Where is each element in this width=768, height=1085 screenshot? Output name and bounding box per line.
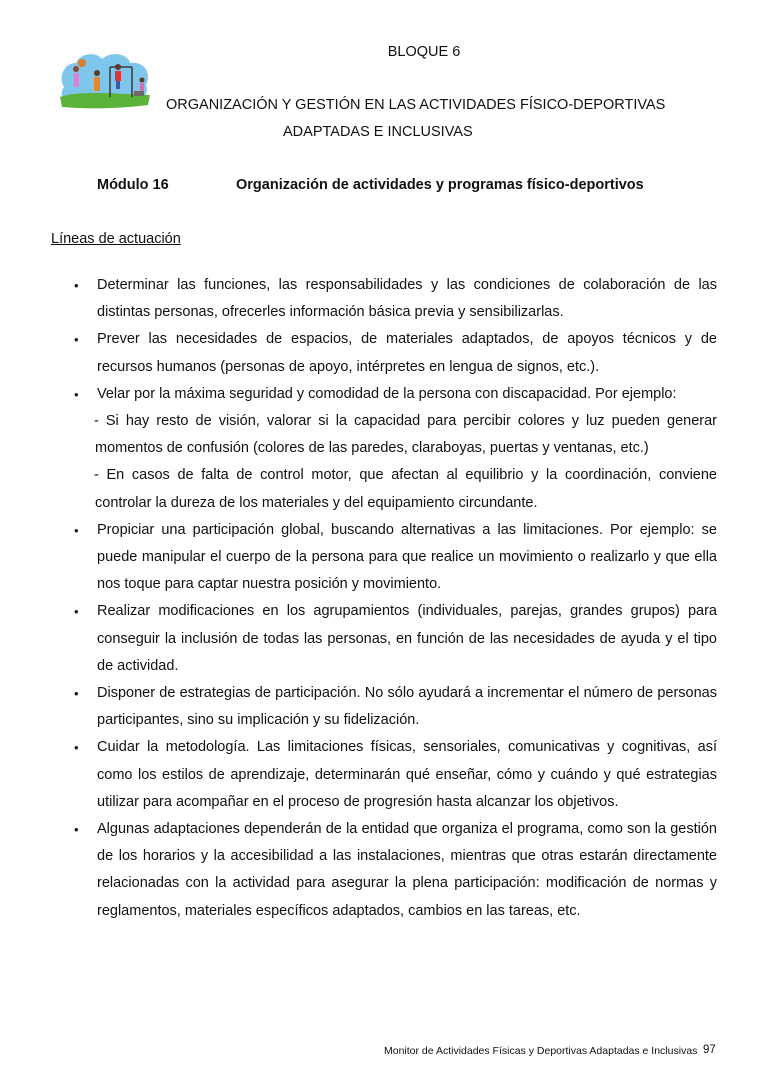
action-lines-list: [74, 272, 717, 925]
list-item: [74, 381, 717, 517]
bullet-icon: •: [74, 822, 79, 838]
bullet-icon: •: [74, 522, 79, 538]
block-label: BLOQUE 6: [387, 44, 461, 60]
sub-item-text: - En casos de falta de control motor, que afectan al equilibrio y la coordinación, conviene controlar la dureza de los materiales y del equipamiento circundante.: [94, 467, 717, 511]
bullet-icon: •: [74, 278, 79, 293]
sub-item-text: - Si hay resto de visión, valorar si la capacidad para percibir colores y luz pueden generar momentos de confusión (colores de las paredes, claraboyas, puertas y ventanas, etc.): [94, 413, 717, 457]
list-item: [74, 680, 717, 734]
list-item-text: Realizar modificaciones en los agrupamientos (individuales, parejas, grandes grupos) para conseguir la inclusión de todas las personas, en función de las necesidades de ayuda y el tipo de actividad.: [97, 603, 717, 674]
bullet-icon: •: [74, 386, 79, 402]
list-item: [74, 598, 717, 680]
list-item-text: Prever las necesidades de espacios, de materiales adaptados, de apoyos técnicos y de recursos humanos (personas de apoyo, intérpretes en lengua de signos, etc.).: [97, 331, 717, 375]
block-title-line-2: ADAPTADAS E INCLUSIVAS: [283, 124, 473, 140]
list-item: [74, 816, 717, 925]
block-title-line-1: ORGANIZACIÓN Y GESTIÓN EN LAS ACTIVIDADES FÍSICO-DEPORTIVAS: [166, 97, 666, 113]
list-item-text: Propiciar una participación global, buscando alternativas a las limitaciones. Por ejemplo: se puede manipular el cuerpo de la persona para que realice un movimiento o realizarlo y que ella nos toque para captar nuestra posición y movimiento.: [97, 521, 717, 593]
list-item-text: Disponer de estrategias de participación. No sólo ayudará a incrementar el número de personas participantes, sino su implicación y su fidelización.: [97, 685, 717, 729]
list-item-text: Cuidar la metodología. Las limitaciones físicas, sensoriales, comunicativas y cognitivas, así como los estilos de aprendizaje, determinarán qué enseñar, cómo y cuándo y qué estrategias utilizar para acompañar en el proceso de progresión hasta alcanzar los objetivos.: [97, 739, 717, 810]
bullet-icon: •: [74, 604, 79, 620]
list-item: [74, 326, 717, 380]
section-heading: Líneas de actuación: [51, 231, 181, 247]
list-item: [74, 734, 717, 816]
list-item: [74, 517, 717, 599]
footer-text: Monitor de Actividades Físicas y Deportivas Adaptadas e Inclusivas: [384, 1045, 698, 1057]
bullet-icon: •: [74, 740, 79, 756]
bullet-icon: •: [74, 332, 79, 348]
list-item-text: Algunas adaptaciones dependerán de la entidad que organiza el programa, como son la gestión de los horarios y la accesibilidad a las instalaciones, mientras que otras estarán directamente relacionadas con la actividad para asegurar la plena participación: modificación de normas y reglamentos, materiales específicos adaptados, cambios en las tareas, etc.: [97, 821, 717, 919]
list-item-text: Velar por la máxima seguridad y comodidad de la persona con discapacidad. Por ejemplo:: [97, 385, 677, 402]
page-number: 97: [703, 1044, 716, 1056]
list-item-text: Determinar las funciones, las responsabilidades y las condiciones de colaboración de las distintas personas, ofrecerles información básica previa y sensibilizarlas.: [97, 277, 717, 321]
bullet-icon: •: [74, 686, 79, 702]
list-item: [74, 272, 717, 326]
module-title: Organización de actividades y programas físico-deportivos: [236, 177, 644, 193]
module-label: Módulo 16: [97, 177, 169, 193]
